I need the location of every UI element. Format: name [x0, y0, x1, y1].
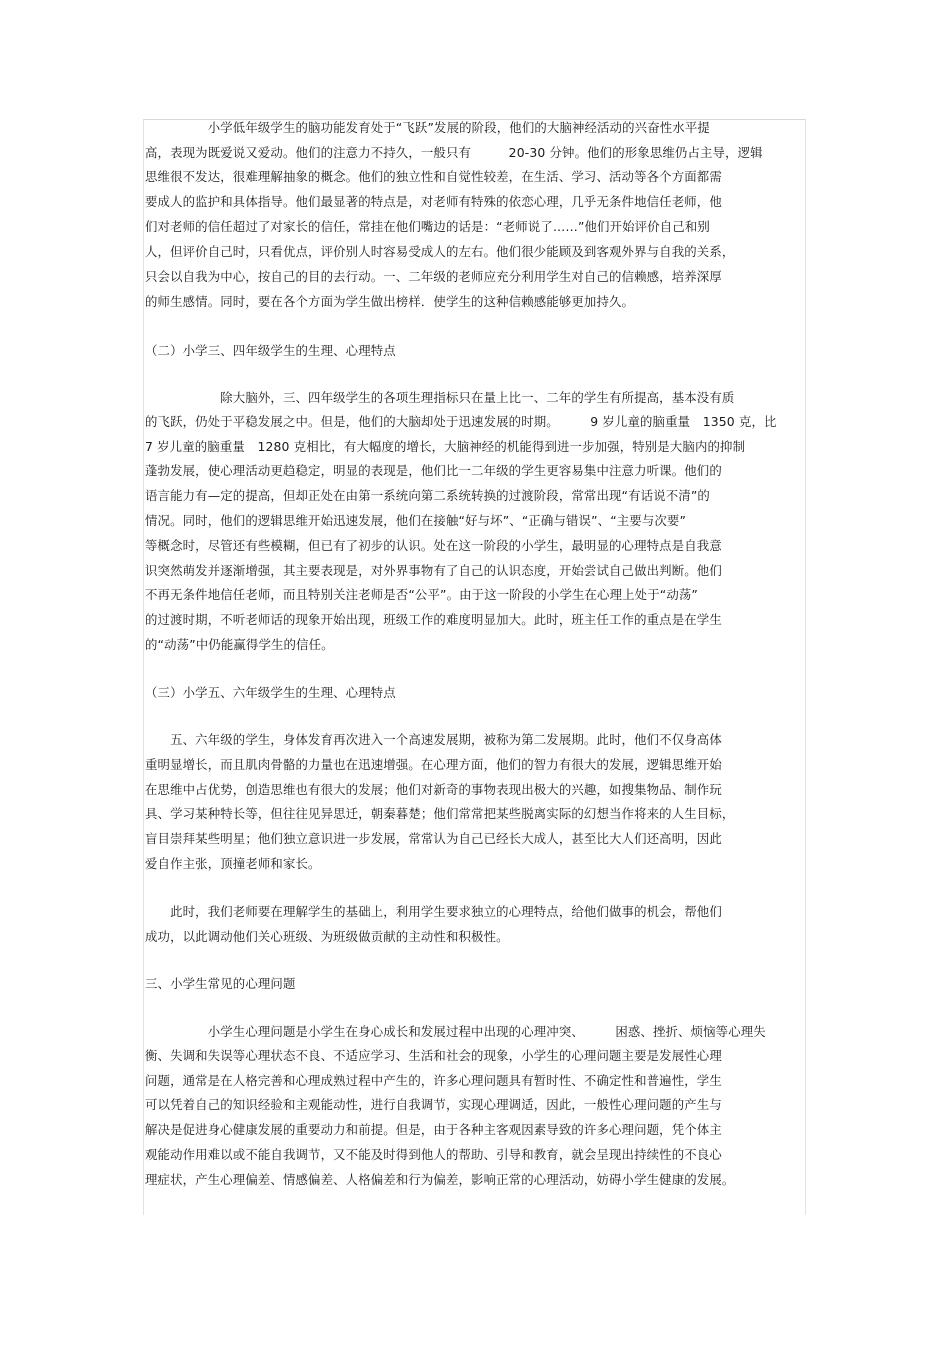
text-line: 小学生心理问题是小学生在身心成长和发展过程中出现的心理冲突、 困惑、挫折、烦恼等心理失	[145, 1024, 766, 1039]
section-heading: 三、小学生常见的心理问题	[145, 976, 296, 991]
text-line: 情况。同时，他们的逻辑思维开始迅速发展，他们在接触“好与坏”、“正确与错误”、“主要与次要”	[145, 513, 687, 528]
text-line: 此时，我们老师要在理解学生的基础上，利用学生要求独立的心理特点，给他们做事的机会，帮他们	[145, 904, 722, 919]
text-line: 7 岁儿童的脑重量 1280 克相比，有大幅度的增长，大脑神经的机能得到进一步加强，特别是大脑内的抑制	[145, 439, 746, 454]
text-line: 人，但评价自己时，只看优点，评价别人时容易受成人的左右。他们很少能顾及到客观外界与自我的关系，	[145, 244, 735, 259]
text-line: 的“动荡”中仍能赢得学生的信任。	[145, 637, 334, 652]
text-line: 爱自作主张，顶撞老师和家长。	[145, 856, 321, 871]
section-heading: （三）小学五、六年级学生的生理、心理特点	[145, 685, 396, 700]
text-line: 五、六年级的学生，身体发育再次进入一个高速发展期，被称为第二发展期。此时，他们不仅身高体	[145, 732, 722, 747]
text-line: 高，表现为既爱说又爱动。他们的注意力不持久，一般只有 20-30 分钟。他们的形象思维仍占主导，逻辑	[145, 145, 763, 160]
text-line: 思维很不发达，很难理解抽象的概念。他们的独立性和自觉性较差，在生活、学习、活动等各个方面都需	[145, 169, 722, 184]
text-line: 的师生感情。同时，要在各个方面为学生做出榜样．使学生的这种信赖感能够更加持久。	[145, 294, 635, 309]
text-line: 等概念时，尽管还有些模糊，但已有了初步的认识。处在这一阶段的小学生，最明显的心理特点是自我意	[145, 538, 722, 553]
section-heading: （二）小学三、四年级学生的生理、心理特点	[145, 343, 396, 358]
text-line: 成功，以此调动他们关心班级、为班级做贡献的主动性和积极性。	[145, 929, 509, 944]
text-line: 只会以自我为中心，按自己的目的去行动。一、二年级的老师应充分利用学生对自己的信赖感，培养深厚	[145, 269, 722, 284]
text-line: 盲目崇拜某些明星；他们独立意识进一步发展，常常认为自己已经长大成人，甚至比大人们还高明，因此	[145, 831, 722, 846]
text-line: 具、学习某种特长等，但往往见异思迁，朝秦暮楚；他们常常把某些脱离实际的幻想当作将来的人生目标，	[145, 806, 735, 821]
text-line: 除大脑外，三、四年级学生的各项生理指标只在量上比一、二年的学生有所提高，基本没有质	[145, 390, 735, 405]
text-line: 的飞跃，仍处于平稳发展之中。但是，他们的大脑却处于迅速发展的时期。 9 岁儿童的脑重量 1350 克，比	[145, 414, 777, 429]
text-line: 语言能力有—定的提高，但却正处在由第一系统向第二系统转换的过渡阶段，常常出现“有话说不清”的	[145, 488, 710, 503]
text-line: 理症状，产生心理偏差、情感偏差、人格偏差和行为偏差，影响正常的心理活动，妨碍小学生健康的发展。	[145, 1172, 735, 1187]
text-line: 要成人的监护和具体指导。他们最显著的特点是，对老师有特殊的依恋心理，几乎无条件地信任老师，他	[145, 194, 722, 209]
text-line: 问题，通常是在人格完善和心理成熟过程中产生的，许多心理问题具有暂时性、不确定性和普遍性，学生	[145, 1073, 722, 1088]
text-line: 可以凭着自己的知识经验和主观能动性，进行自我调节，实现心理调适，因此，一般性心理问题的产生与	[145, 1097, 722, 1112]
text-line: 识突然萌发并逐渐增强，其主要表现是，对外界事物有了自己的认识态度，开始尝试自己做出判断。他们	[145, 563, 722, 578]
text-line: 不再无条件地信任老师，而且特别关注老师是否“公平”。由于这一阶段的小学生在心理上处于“动荡”	[145, 587, 698, 602]
text-line: 小学低年级学生的脑功能发育处于“飞跃”发展的阶段，他们的大脑神经活动的兴奋性水平提	[145, 120, 710, 135]
text-line: 衡、失调和失误等心理状态不良、不适应学习、生活和社会的现象，小学生的心理问题主要是发展性心理	[145, 1048, 722, 1063]
text-line: 观能动作用难以或不能自我调节，又不能及时得到他人的帮助、引导和教育，就会呈现出持续性的不良心	[145, 1147, 722, 1162]
text-line: 的过渡时期，不听老师话的现象开始出现，班级工作的难度明显加大。此时，班主任工作的重点是在学生	[145, 612, 722, 627]
text-line: 重明显增长，而且肌肉骨骼的力量也在迅速增强。在心理方面，他们的智力有很大的发展，逻辑思维开始	[145, 757, 722, 772]
text-line: 在思维中占优势，创造思维也有很大的发展；他们对新奇的事物表现出极大的兴趣，如搜集物品、制作玩	[145, 782, 722, 797]
text-line: 蓬勃发展，使心理活动更趋稳定，明显的表现是，他们比一二年级的学生更容易集中注意力听课。他们的	[145, 463, 722, 478]
text-line: 们对老师的信任超过了对家长的信任，常挂在他们嘴边的话是：“老师说了……”他们开始评价自己和别	[145, 219, 710, 234]
text-line: 解决是促进身心健康发展的重要动力和前提。但是，由于各种主客观因素导致的许多心理问题，凭个体主	[145, 1122, 722, 1137]
